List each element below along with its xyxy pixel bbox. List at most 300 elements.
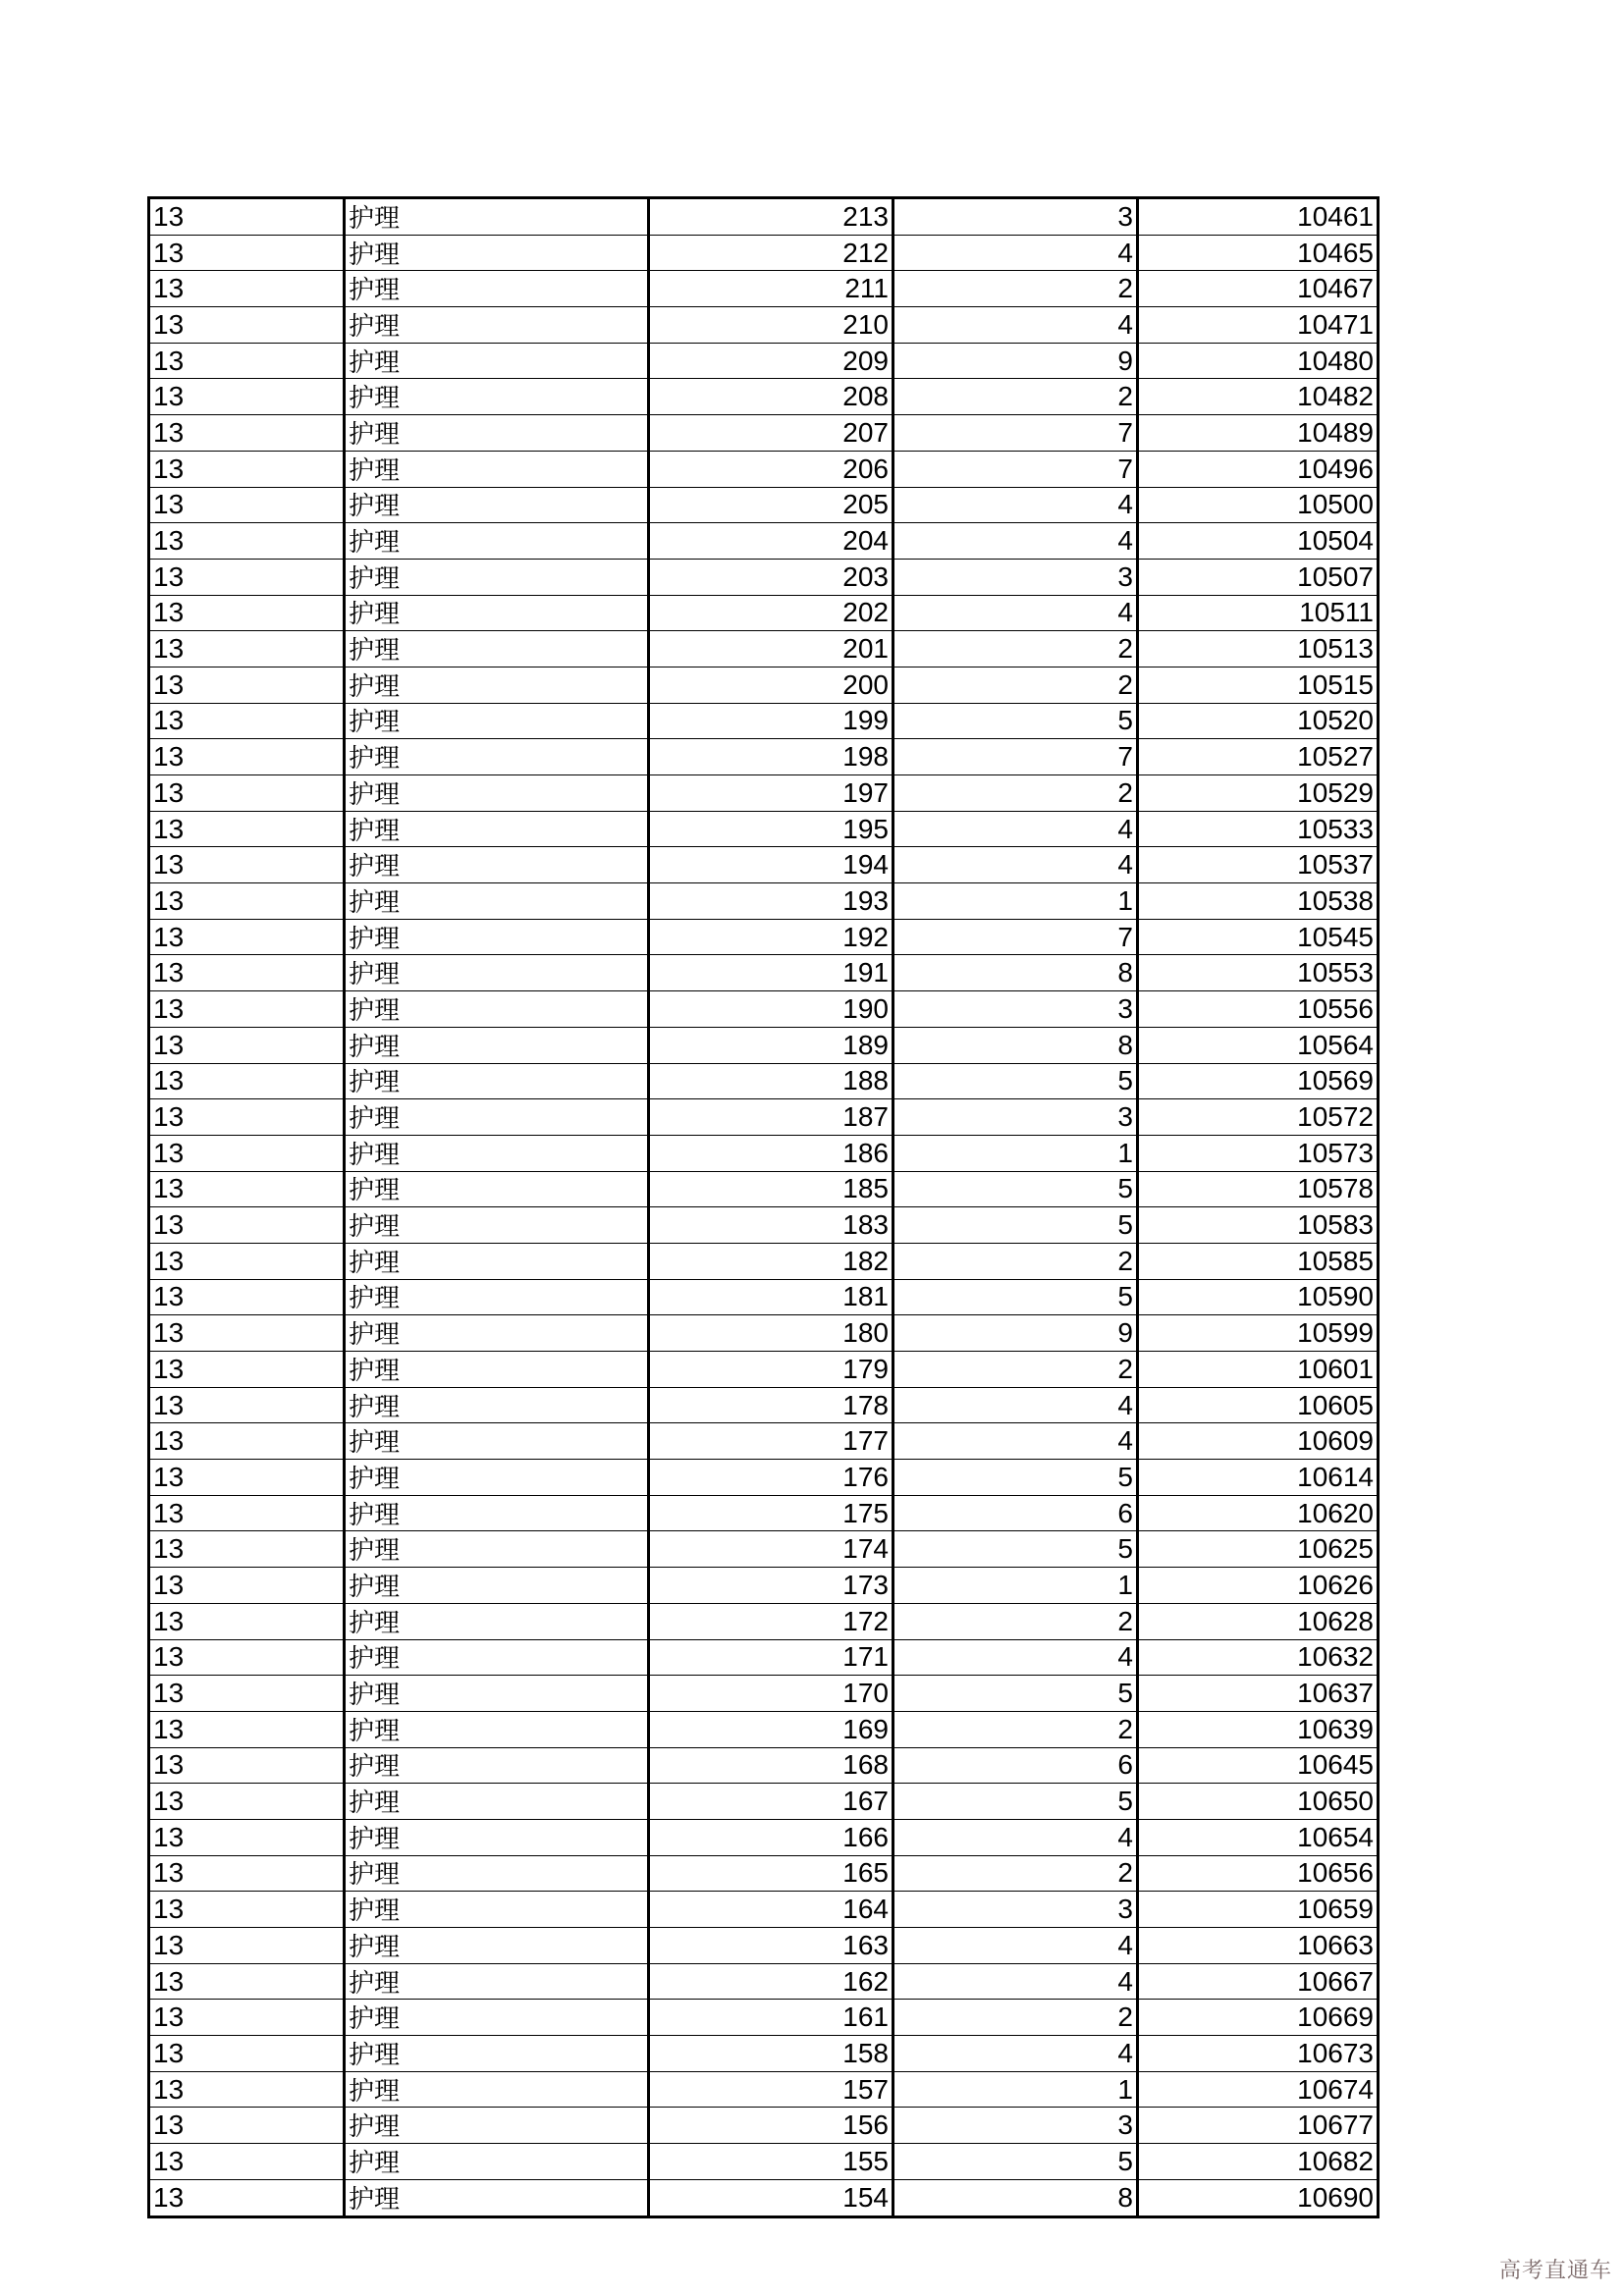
cell-score: 168	[649, 1747, 893, 1784]
table-row	[149, 1711, 1379, 1747]
table-row	[149, 955, 1379, 991]
cell-major: 护理	[345, 1747, 649, 1784]
cell-major: 护理	[345, 1676, 649, 1712]
cell-score: 158	[649, 2036, 893, 2072]
cell-count: 2	[893, 775, 1138, 812]
cell-category-code: 13	[149, 1568, 345, 1604]
table-row	[149, 2144, 1379, 2180]
cell-category-code: 13	[149, 487, 345, 523]
table-row	[149, 343, 1379, 379]
cell-major: 护理	[345, 2036, 649, 2072]
cell-count: 2	[893, 1855, 1138, 1892]
cell-count: 4	[893, 307, 1138, 344]
cell-category-code: 13	[149, 1171, 345, 1207]
cell-count: 7	[893, 415, 1138, 452]
cell-count: 1	[893, 883, 1138, 920]
cell-count: 7	[893, 919, 1138, 955]
cell-count: 2	[893, 1603, 1138, 1639]
cell-cumulative: 10601	[1138, 1352, 1379, 1388]
cell-score: 204	[649, 523, 893, 560]
table-row	[149, 1892, 1379, 1928]
cell-score: 164	[649, 1892, 893, 1928]
cell-category-code: 13	[149, 919, 345, 955]
cell-count: 5	[893, 1531, 1138, 1568]
cell-category-code: 13	[149, 2179, 345, 2216]
cell-major: 护理	[345, 775, 649, 812]
cell-cumulative: 10673	[1138, 2036, 1379, 2072]
cell-major: 护理	[345, 631, 649, 667]
cell-major: 护理	[345, 1784, 649, 1820]
cell-major: 护理	[345, 991, 649, 1028]
cell-count: 7	[893, 451, 1138, 487]
cell-cumulative: 10573	[1138, 1135, 1379, 1171]
cell-count: 4	[893, 523, 1138, 560]
cell-score: 169	[649, 1711, 893, 1747]
table-row	[149, 451, 1379, 487]
cell-category-code: 13	[149, 1747, 345, 1784]
cell-cumulative: 10609	[1138, 1423, 1379, 1460]
cell-count: 4	[893, 847, 1138, 883]
table-row	[149, 1315, 1379, 1352]
cell-score: 206	[649, 451, 893, 487]
cell-score: 213	[649, 198, 893, 236]
table-row	[149, 1243, 1379, 1279]
cell-score: 211	[649, 271, 893, 307]
cell-major: 护理	[345, 1711, 649, 1747]
cell-cumulative: 10545	[1138, 919, 1379, 955]
table-row	[149, 2000, 1379, 2036]
cell-category-code: 13	[149, 1855, 345, 1892]
cell-category-code: 13	[149, 2108, 345, 2144]
cell-cumulative: 10667	[1138, 1963, 1379, 2000]
cell-count: 3	[893, 559, 1138, 595]
cell-cumulative: 10564	[1138, 1027, 1379, 1063]
cell-score: 200	[649, 667, 893, 703]
cell-cumulative: 10520	[1138, 703, 1379, 739]
table-row	[149, 415, 1379, 452]
cell-cumulative: 10628	[1138, 1603, 1379, 1639]
cell-category-code: 13	[149, 1423, 345, 1460]
cell-major: 护理	[345, 1531, 649, 1568]
table-row	[149, 307, 1379, 344]
cell-category-code: 13	[149, 379, 345, 415]
cell-category-code: 13	[149, 1531, 345, 1568]
cell-score: 154	[649, 2179, 893, 2216]
table-row	[149, 1676, 1379, 1712]
cell-count: 4	[893, 1639, 1138, 1676]
cell-category-code: 13	[149, 955, 345, 991]
cell-category-code: 13	[149, 2036, 345, 2072]
table-row	[149, 631, 1379, 667]
cell-score: 172	[649, 1603, 893, 1639]
cell-major: 护理	[345, 1928, 649, 1964]
cell-category-code: 13	[149, 1315, 345, 1352]
cell-score: 210	[649, 307, 893, 344]
cell-score: 189	[649, 1027, 893, 1063]
cell-score: 194	[649, 847, 893, 883]
cell-cumulative: 10504	[1138, 523, 1379, 560]
table-row	[149, 1099, 1379, 1136]
cell-count: 2	[893, 631, 1138, 667]
cell-count: 5	[893, 1207, 1138, 1244]
cell-major: 护理	[345, 523, 649, 560]
cell-count: 5	[893, 1784, 1138, 1820]
cell-score: 180	[649, 1315, 893, 1352]
cell-count: 2	[893, 2000, 1138, 2036]
cell-major: 护理	[345, 559, 649, 595]
cell-score: 163	[649, 1928, 893, 1964]
table-row	[149, 1352, 1379, 1388]
cell-cumulative: 10605	[1138, 1387, 1379, 1423]
cell-category-code: 13	[149, 1928, 345, 1964]
table-row	[149, 1495, 1379, 1531]
table-row	[149, 847, 1379, 883]
cell-score: 188	[649, 1063, 893, 1099]
cell-count: 2	[893, 1352, 1138, 1388]
cell-score: 182	[649, 1243, 893, 1279]
table-row	[149, 379, 1379, 415]
cell-major: 护理	[345, 1099, 649, 1136]
cell-score: 187	[649, 1099, 893, 1136]
cell-category-code: 13	[149, 1099, 345, 1136]
cell-major: 护理	[345, 1352, 649, 1388]
cell-score: 197	[649, 775, 893, 812]
table-row	[149, 487, 1379, 523]
cell-score: 205	[649, 487, 893, 523]
table-row	[149, 1171, 1379, 1207]
cell-count: 4	[893, 1928, 1138, 1964]
cell-count: 5	[893, 1063, 1138, 1099]
cell-category-code: 13	[149, 775, 345, 812]
cell-major: 护理	[345, 1279, 649, 1315]
cell-category-code: 13	[149, 559, 345, 595]
table-row	[149, 1784, 1379, 1820]
cell-score: 170	[649, 1676, 893, 1712]
cell-cumulative: 10625	[1138, 1531, 1379, 1568]
cell-score: 186	[649, 1135, 893, 1171]
cell-count: 8	[893, 1027, 1138, 1063]
cell-cumulative: 10556	[1138, 991, 1379, 1028]
cell-cumulative: 10471	[1138, 307, 1379, 344]
cell-major: 护理	[345, 1027, 649, 1063]
table-row	[149, 1460, 1379, 1496]
table-row	[149, 2179, 1379, 2216]
cell-category-code: 13	[149, 1892, 345, 1928]
cell-score: 207	[649, 415, 893, 452]
cell-score: 181	[649, 1279, 893, 1315]
cell-score: 178	[649, 1387, 893, 1423]
cell-cumulative: 10465	[1138, 235, 1379, 271]
cell-category-code: 13	[149, 343, 345, 379]
cell-cumulative: 10583	[1138, 1207, 1379, 1244]
cell-count: 3	[893, 198, 1138, 236]
cell-major: 护理	[345, 919, 649, 955]
cell-count: 4	[893, 1423, 1138, 1460]
table-row	[149, 739, 1379, 775]
cell-score: 179	[649, 1352, 893, 1388]
cell-count: 3	[893, 2108, 1138, 2144]
cell-count: 2	[893, 1711, 1138, 1747]
cell-score: 208	[649, 379, 893, 415]
cell-score: 155	[649, 2144, 893, 2180]
table-row	[149, 1531, 1379, 1568]
cell-cumulative: 10538	[1138, 883, 1379, 920]
table-row	[149, 198, 1379, 236]
cell-score: 195	[649, 811, 893, 847]
table-row	[149, 1855, 1379, 1892]
table-row	[149, 1423, 1379, 1460]
cell-cumulative: 10590	[1138, 1279, 1379, 1315]
table-row	[149, 703, 1379, 739]
cell-category-code: 13	[149, 415, 345, 452]
cell-major: 护理	[345, 667, 649, 703]
cell-cumulative: 10533	[1138, 811, 1379, 847]
cell-score: 193	[649, 883, 893, 920]
cell-score: 165	[649, 1855, 893, 1892]
table-row	[149, 1027, 1379, 1063]
cell-cumulative: 10507	[1138, 559, 1379, 595]
cell-major: 护理	[345, 2179, 649, 2216]
cell-major: 护理	[345, 1639, 649, 1676]
cell-major: 护理	[345, 1135, 649, 1171]
cell-category-code: 13	[149, 1135, 345, 1171]
cell-major: 护理	[345, 198, 649, 236]
cell-count: 3	[893, 991, 1138, 1028]
cell-cumulative: 10500	[1138, 487, 1379, 523]
cell-score: 174	[649, 1531, 893, 1568]
cell-count: 1	[893, 1135, 1138, 1171]
cell-cumulative: 10482	[1138, 379, 1379, 415]
cell-major: 护理	[345, 2000, 649, 2036]
cell-major: 护理	[345, 307, 649, 344]
cell-cumulative: 10515	[1138, 667, 1379, 703]
cell-cumulative: 10480	[1138, 343, 1379, 379]
cell-count: 5	[893, 1171, 1138, 1207]
cell-cumulative: 10626	[1138, 1568, 1379, 1604]
table-row	[149, 2071, 1379, 2108]
cell-category-code: 13	[149, 1279, 345, 1315]
cell-major: 护理	[345, 1495, 649, 1531]
cell-count: 4	[893, 1963, 1138, 2000]
cell-score: 212	[649, 235, 893, 271]
cell-score: 173	[649, 1568, 893, 1604]
cell-count: 5	[893, 1460, 1138, 1496]
cell-major: 护理	[345, 1423, 649, 1460]
cell-count: 4	[893, 235, 1138, 271]
cell-count: 4	[893, 487, 1138, 523]
cell-score: 199	[649, 703, 893, 739]
table-row	[149, 1819, 1379, 1855]
cell-category-code: 13	[149, 1676, 345, 1712]
cell-score: 162	[649, 1963, 893, 2000]
table-body	[149, 198, 1379, 2217]
cell-cumulative: 10513	[1138, 631, 1379, 667]
score-distribution-table	[147, 196, 1380, 2218]
cell-cumulative: 10537	[1138, 847, 1379, 883]
cell-category-code: 13	[149, 451, 345, 487]
cell-category-code: 13	[149, 1207, 345, 1244]
cell-category-code: 13	[149, 667, 345, 703]
table-row	[149, 919, 1379, 955]
cell-cumulative: 10654	[1138, 1819, 1379, 1855]
cell-category-code: 13	[149, 2144, 345, 2180]
cell-score: 209	[649, 343, 893, 379]
cell-major: 护理	[345, 883, 649, 920]
cell-cumulative: 10614	[1138, 1460, 1379, 1496]
cell-count: 3	[893, 1892, 1138, 1928]
cell-major: 护理	[345, 1063, 649, 1099]
cell-category-code: 13	[149, 1460, 345, 1496]
cell-category-code: 13	[149, 1639, 345, 1676]
cell-score: 171	[649, 1639, 893, 1676]
table-row	[149, 523, 1379, 560]
cell-cumulative: 10461	[1138, 198, 1379, 236]
cell-cumulative: 10527	[1138, 739, 1379, 775]
cell-cumulative: 10669	[1138, 2000, 1379, 2036]
cell-score: 191	[649, 955, 893, 991]
cell-count: 2	[893, 667, 1138, 703]
table-row	[149, 1063, 1379, 1099]
cell-major: 护理	[345, 739, 649, 775]
cell-category-code: 13	[149, 1711, 345, 1747]
table-row	[149, 2036, 1379, 2072]
cell-count: 5	[893, 1279, 1138, 1315]
cell-major: 护理	[345, 955, 649, 991]
cell-category-code: 13	[149, 523, 345, 560]
cell-cumulative: 10511	[1138, 595, 1379, 631]
table-row	[149, 811, 1379, 847]
cell-major: 护理	[345, 1568, 649, 1604]
cell-major: 护理	[345, 487, 649, 523]
cell-count: 2	[893, 1243, 1138, 1279]
cell-cumulative: 10599	[1138, 1315, 1379, 1352]
cell-category-code: 13	[149, 811, 345, 847]
cell-score: 157	[649, 2071, 893, 2108]
cell-cumulative: 10572	[1138, 1099, 1379, 1136]
cell-score: 166	[649, 1819, 893, 1855]
cell-cumulative: 10677	[1138, 2108, 1379, 2144]
cell-count: 4	[893, 811, 1138, 847]
cell-major: 护理	[345, 1460, 649, 1496]
cell-major: 护理	[345, 2144, 649, 2180]
cell-major: 护理	[345, 595, 649, 631]
cell-major: 护理	[345, 811, 649, 847]
cell-major: 护理	[345, 2071, 649, 2108]
cell-count: 1	[893, 1568, 1138, 1604]
table-row	[149, 1639, 1379, 1676]
cell-major: 护理	[345, 1963, 649, 2000]
cell-count: 4	[893, 1819, 1138, 1855]
cell-category-code: 13	[149, 2000, 345, 2036]
table-row	[149, 1603, 1379, 1639]
cell-category-code: 13	[149, 1063, 345, 1099]
cell-category-code: 13	[149, 631, 345, 667]
cell-count: 1	[893, 2071, 1138, 2108]
cell-cumulative: 10489	[1138, 415, 1379, 452]
cell-major: 护理	[345, 1315, 649, 1352]
table-row	[149, 235, 1379, 271]
table-row	[149, 1207, 1379, 1244]
cell-score: 202	[649, 595, 893, 631]
cell-cumulative: 10639	[1138, 1711, 1379, 1747]
cell-category-code: 13	[149, 883, 345, 920]
table-row	[149, 1928, 1379, 1964]
cell-cumulative: 10637	[1138, 1676, 1379, 1712]
cell-cumulative: 10656	[1138, 1855, 1379, 1892]
cell-category-code: 13	[149, 739, 345, 775]
cell-category-code: 13	[149, 1603, 345, 1639]
cell-count: 8	[893, 2179, 1138, 2216]
cell-category-code: 13	[149, 991, 345, 1028]
cell-count: 9	[893, 1315, 1138, 1352]
cell-count: 2	[893, 271, 1138, 307]
cell-cumulative: 10529	[1138, 775, 1379, 812]
cell-count: 6	[893, 1747, 1138, 1784]
table-row	[149, 883, 1379, 920]
cell-score: 176	[649, 1460, 893, 1496]
cell-count: 2	[893, 379, 1138, 415]
cell-cumulative: 10569	[1138, 1063, 1379, 1099]
cell-score: 183	[649, 1207, 893, 1244]
cell-category-code: 13	[149, 1819, 345, 1855]
cell-category-code: 13	[149, 1243, 345, 1279]
cell-major: 护理	[345, 379, 649, 415]
cell-cumulative: 10645	[1138, 1747, 1379, 1784]
cell-count: 9	[893, 343, 1138, 379]
table-row	[149, 595, 1379, 631]
cell-category-code: 13	[149, 2071, 345, 2108]
cell-category-code: 13	[149, 271, 345, 307]
cell-score: 201	[649, 631, 893, 667]
cell-cumulative: 10650	[1138, 1784, 1379, 1820]
cell-category-code: 13	[149, 1963, 345, 2000]
cell-score: 175	[649, 1495, 893, 1531]
cell-major: 护理	[345, 235, 649, 271]
table-row	[149, 1568, 1379, 1604]
table-row	[149, 271, 1379, 307]
cell-score: 203	[649, 559, 893, 595]
cell-count: 5	[893, 703, 1138, 739]
table-row	[149, 1963, 1379, 2000]
cell-cumulative: 10585	[1138, 1243, 1379, 1279]
cell-major: 护理	[345, 847, 649, 883]
cell-major: 护理	[345, 1855, 649, 1892]
cell-major: 护理	[345, 343, 649, 379]
watermark-text: 高考直通车	[1498, 2259, 1612, 2283]
cell-major: 护理	[345, 271, 649, 307]
cell-score: 185	[649, 1171, 893, 1207]
cell-category-code: 13	[149, 595, 345, 631]
cell-score: 192	[649, 919, 893, 955]
cell-major: 护理	[345, 1171, 649, 1207]
cell-score: 177	[649, 1423, 893, 1460]
cell-cumulative: 10682	[1138, 2144, 1379, 2180]
cell-score: 190	[649, 991, 893, 1028]
cell-cumulative: 10496	[1138, 451, 1379, 487]
cell-cumulative: 10632	[1138, 1639, 1379, 1676]
cell-category-code: 13	[149, 1387, 345, 1423]
table-row	[149, 667, 1379, 703]
cell-cumulative: 10659	[1138, 1892, 1379, 1928]
cell-major: 护理	[345, 703, 649, 739]
cell-major: 护理	[345, 1819, 649, 1855]
cell-count: 4	[893, 2036, 1138, 2072]
cell-cumulative: 10690	[1138, 2179, 1379, 2216]
cell-category-code: 13	[149, 307, 345, 344]
cell-category-code: 13	[149, 847, 345, 883]
cell-major: 护理	[345, 451, 649, 487]
cell-score: 167	[649, 1784, 893, 1820]
